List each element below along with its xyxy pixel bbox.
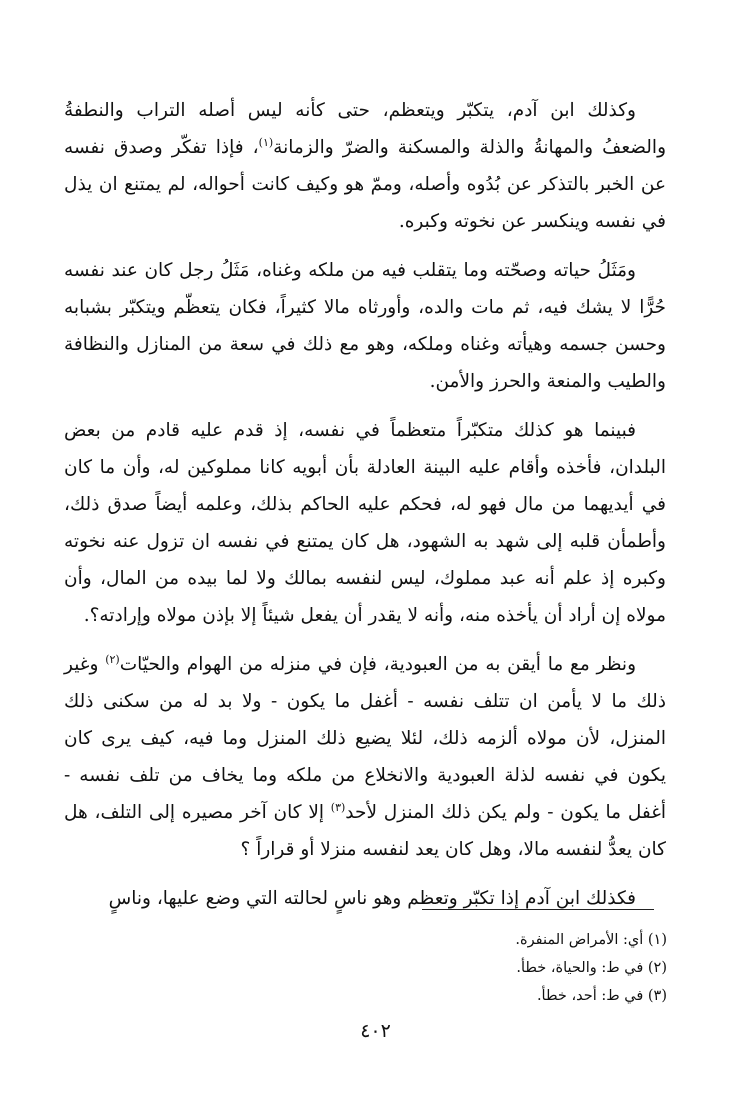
footnotes: [247, 926, 667, 1010]
footnote-ref-2: (٢): [105, 652, 120, 666]
footnote-ref-1: (١): [258, 135, 274, 149]
footnote-divider: [422, 909, 654, 910]
paragraph-3: فبينما هو كذلك متكبّراً متعظماً في نفسه، إذ قدم عليه قادم من بعض البلدان، فأخذه وأقام عليه البينة العادلة بأن أبويه كانا مملوكين له، وأن ما كان في أيديهما من مال فهو له، فحكم عليه الحاكم بذلك، وعلمه أيضاً صدق ذلك، وأطمأن قلبه إلى شهد به الشهود، هل كان يمتنع في نفسه ان تزول عنه نخوته وكبره إذ علم أنه عبد مملوك، ليس لنفسه بمالك ولا لما بيده من المال، وأن مولاه إن أراد أن يأخذه منه، وأنه لا يقدر أن يفعل شيئاً إلا بإذن مولاه وإرادته؟.: [64, 420, 666, 626]
paragraph-1: وكذلك ابن آدم، يتكبّر ويتعظم، حتى كأنه ليس أصله التراب والنطفةُ والضعفُ والمهانةُ والذلة والمسكنة والضرّ والزمانة$^{(١)}$، فإذا تفكّر وصدق نفسه عن الخبر بالتذكر عن بُدُوه وأصله، وممّ هو وكيف كانت أحواله، لم يمتنع ان يذل في نفسه وينكسر عن نخوته وكبره.: [64, 100, 667, 232]
paragraph-2: ومَثَلُ حياته وصحّته وما يتقلب فيه من ملكه وغناه، مَثَلُ رجل كان عند نفسه حُرًّا لا يشك فيه، ثم مات والده، وأورثاه مالا كثيراً، فكان يتعظّم ويتكبّر بشبابه وحسن جسمه وهيأته وغناه وملكه، وهو مع ذلك في سعة من المنازل والنظافة والطيب والمنعة والحرز والأمن.: [64, 260, 666, 392]
paragraph-5: فكذلك ابن آدم إذا تكبّر وتعظم وهو ناسٍ لحالته التي وضع عليها، وناسٍ: [108, 888, 636, 909]
paragraph-4: ونظر مع ما أيقن به من العبودية، فإن في منزله من الهوام والحيّات$^{(٢)}$ وغير ذلك ما لا يأمن ان تتلف نفسه - أغفل ما يكون - ولا بد له من سكنى ذلك المنزل، لأن مولاه ألزمه ذلك، لئلا يضيع ذلك المنزل وما فيه، كيف يرى كان يكون في نفسه لذلة العبودية والانخلاع من ملكه وما يخاف من تلف نفسه - أغفل ما يكون - ولم يكن ذلك المنزل لأحد$^{(٣)}$ إلا كان آخر مصيره إلى التلف، هل كان يعدُّ لنفسه مالا، وهل كان يعد لنفسه منزلا أو قراراً ؟: [64, 652, 667, 860]
footnote-2: (٢) في ط: والحياة، خطأ.: [516, 960, 667, 976]
footnote-3: (٣) في ط: أحد، خطأ.: [536, 988, 667, 1004]
main-text: [64, 92, 666, 929]
footnote-1: (١) أي: الأمراض المنفرة.: [515, 932, 667, 948]
footnote-ref-3: (٣): [330, 800, 346, 814]
page-number: ٤٠٢: [360, 1020, 391, 1042]
